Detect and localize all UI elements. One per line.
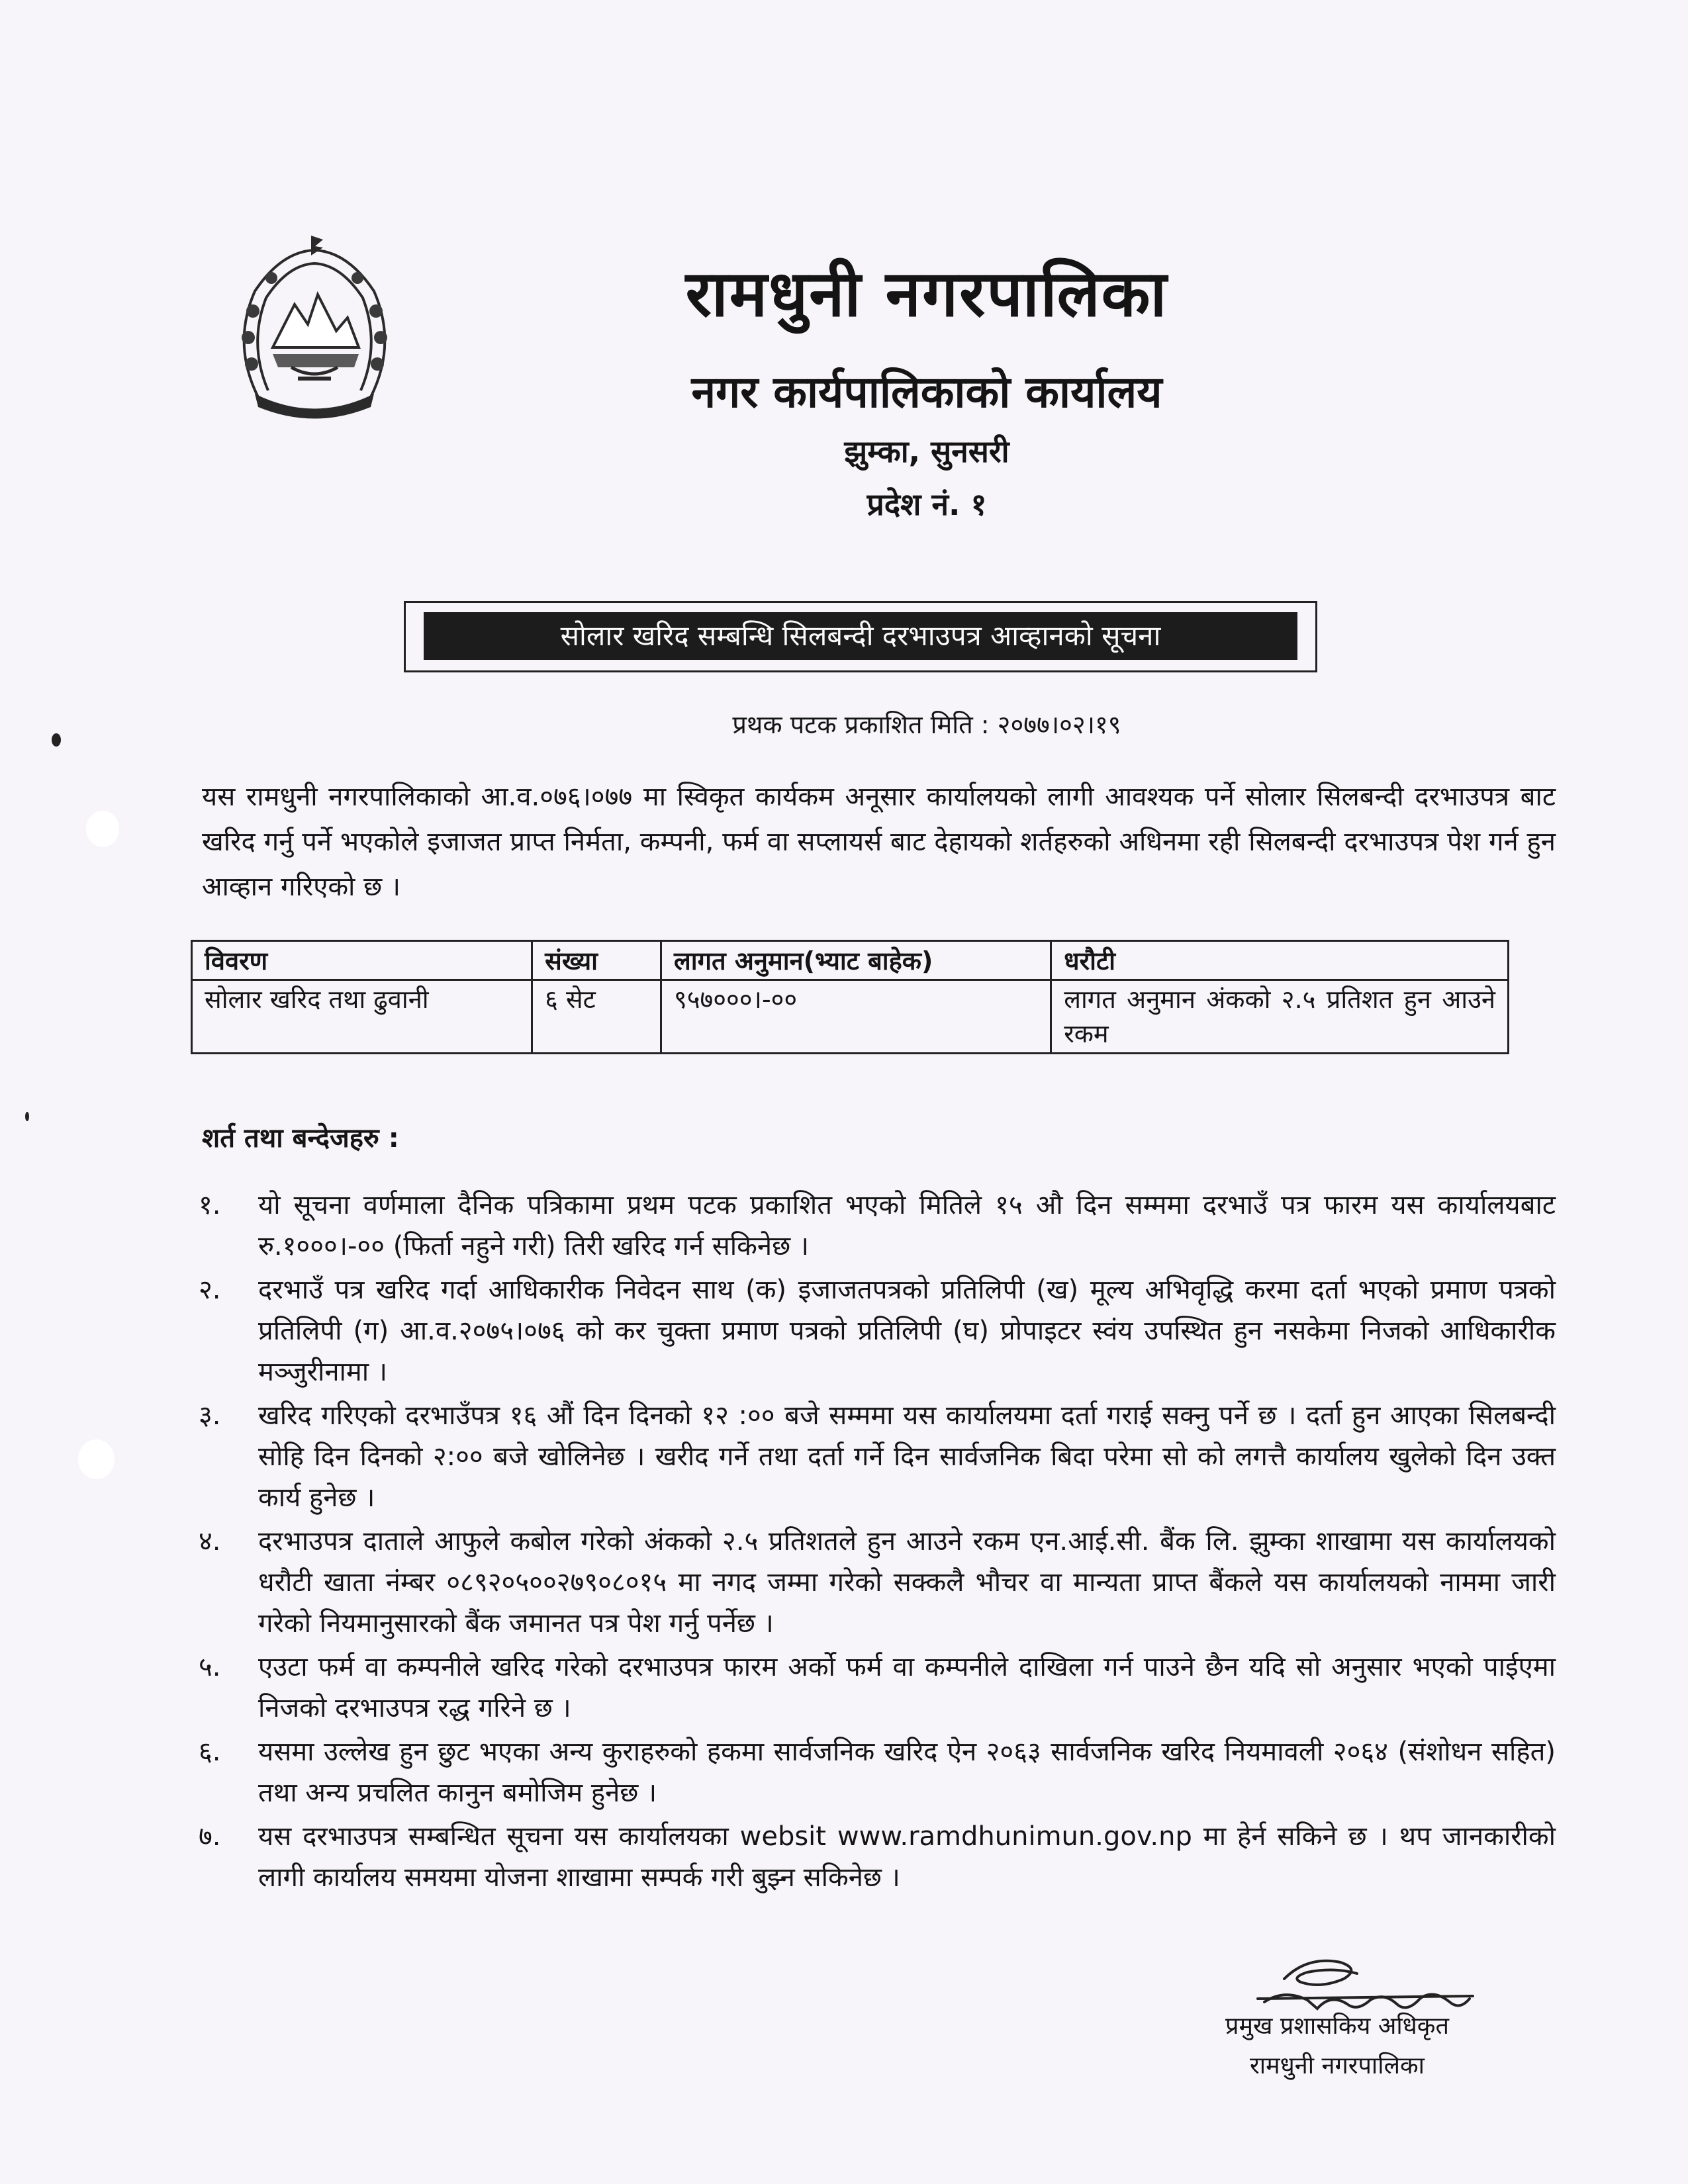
condition-number: २. [199, 1275, 221, 1305]
condition-text: खरिद गरिएको दरभाउँपत्र १६ औं दिन दिनको १२ :०० बजे सम्ममा यस कार्यालयमा दर्ता गराई सक्नु पर्ने छ । दर्ता हुन आएका सिलबन्दी सोहि दिन दिनको २:०० बजे खोलिनेछ । खरीद गर्ने तथा दर्ता गर्ने दिन सार्वजनिक बिदा परेमा सो को लगत्तै कार्यालय खुलेको दिन उक्त कार्य हुनेछ । [258, 1400, 1556, 1513]
condition-text: यसमा उल्लेख हुन छुट भएका अन्य कुराहरुको हकमा सार्वजनिक खरिद ऐन २०६३ सार्वजनिक खरिद नियमावली २०६४ (संशोधन सहित) तथा अन्य प्रचलित कानुन बमोजिम हुनेछ । [258, 1737, 1556, 1808]
condition-number: ५. [199, 1652, 221, 1682]
table-cell: ९५७०००।-०० [661, 980, 1051, 1054]
intro-paragraph: यस रामधुनी नगरपालिकाको आ.व.०७६।०७७ मा स्विकृत कार्यकम अनूसार कार्यालयको लागी आवश्यक पर्ने सोलार सिलबन्दी दरभाउपत्र बाट खरिद गर्नु पर्ने भएकोले इजाजत प्राप्त निर्मता, कम्पनी, फर्म वा सप्लायर्स बाट देहायको शर्तहरुको अधिनमा रही सिलबन्दी दरभाउपत्र पेश गर्न हुन आव्हान गरिएको छ । [202, 782, 1556, 902]
condition-item [192, 1647, 1556, 1729]
office-address: झुम्का, सुनसरी [844, 433, 1009, 469]
province-number: प्रदेश नं. १ [867, 486, 987, 522]
condition-number: ६. [199, 1737, 221, 1767]
table-cell: सोलार खरिद तथा ढुवानी [192, 980, 532, 1054]
condition-item [192, 1521, 1556, 1644]
condition-item [192, 1269, 1556, 1392]
table-header-row [192, 941, 1509, 980]
condition-number: १. [199, 1190, 221, 1220]
table-header-cell: संख्या [532, 941, 661, 980]
conditions-heading: शर्त तथा बन्देजहरु : [202, 1123, 399, 1154]
condition-number: ३. [199, 1400, 221, 1431]
condition-text: यस दरभाउपत्र सम्बन्धित सूचना यस कार्यालयका websit www.ramdhunimun.gov.np मा हेर्न सकिने छ । थप जानकारीको लागी कार्यालय समयमा योजना शाखामा सम्पर्क गरी बुझ्न सकिनेछ । [258, 1821, 1556, 1893]
table-cell: लागत अनुमान अंकको २.५ प्रतिशत हुन आउने रकम [1051, 980, 1509, 1054]
publication-date: प्रथक पटक प्रकाशित मिति : २०७७।०२।१९ [732, 710, 1121, 739]
signatory-office: रामधुनी नगरपालिका [1250, 2052, 1425, 2079]
condition-number: ७. [199, 1821, 221, 1852]
scan-mark [52, 733, 61, 747]
bid-details-table [191, 940, 1509, 1054]
conditions-list [192, 1185, 1556, 1901]
condition-item [192, 1395, 1556, 1518]
condition-text: यो सूचना वर्णमाला दैनिक पत्रिकामा प्रथम पटक प्रकाशित भएको मितिले १५ औ दिन सम्ममा दरभाउँ पत्र फारम यस कार्यालयबाट रु.१०००।-०० (फिर्ता नहुने गरी) तिरी खरिद गर्न सकिनेछ । [258, 1190, 1556, 1261]
table-header-cell: लागत अनुमान(भ्याट बाहेक) [661, 941, 1051, 980]
scan-mark [25, 1112, 29, 1121]
table-header-cell: धरौटी [1051, 941, 1509, 980]
condition-number: ४. [199, 1526, 221, 1557]
condition-item [192, 1816, 1556, 1898]
condition-text: दरभाउँ पत्र खरिद गर्दा आधिकारीक निवेदन साथ (क) इजाजतपत्रको प्रतिलिपी (ख) मूल्य अभिवृद्धि करमा दर्ता भएको प्रमाण पत्रको प्रतिलिपी (ग) आ.व.२०७५।०७६ को कर चुक्ता प्रमाण पत्रको प्रतिलिपी (घ) प्रोपाइटर स्वंय उपस्थित हुन नसकेमा निजको आधिकारीक मञ्जुरीनामा । [258, 1275, 1556, 1387]
condition-item [192, 1185, 1556, 1267]
office-name: नगर कार्यपालिकाको कार्यालय [691, 367, 1162, 418]
punch-hole [86, 811, 119, 847]
table-row [192, 980, 1509, 1054]
notice-title: सोलार खरिद सम्बन्धि सिलबन्दी दरभाउपत्र आव्हानको सूचना [424, 612, 1297, 660]
punch-hole [78, 1439, 115, 1479]
condition-text: दरभाउपत्र दाताले आफुले कबोल गरेको अंकको २.५ प्रतिशतले हुन आउने रकम एन.आई.सी. बैंक लि. झुम्का शाखामा यस कार्यालयको धरौटी खाता नंम्बर ०८९२०५००२७९०८०१५ मा नगद जम्मा गरेको सक्कलै भौचर वा मान्यता प्राप्त बैंकले यस कार्यालयको नाममा जारी गरेको नियमानुसारको बैंक जमानत पत्र पेश गर्नु पर्नेछ । [258, 1526, 1556, 1639]
municipality-name: रामधुनी नगरपालिका [685, 257, 1168, 331]
table-header-cell: विवरण [192, 941, 532, 980]
condition-item [192, 1731, 1556, 1813]
nepal-government-emblem-icon [218, 232, 410, 424]
signatory-title: प्रमुख प्रशासकिय अधिकृत [1225, 2013, 1449, 2040]
condition-text: एउटा फर्म वा कम्पनीले खरिद गरेको दरभाउपत्र फारम अर्को फर्म वा कम्पनीले दाखिला गर्न पाउने छैन यदि सो अनुसार भएको पाईएमा निजको दरभाउपत्र रद्ध गरिने छ । [258, 1652, 1556, 1723]
table-cell: ६ सेट [532, 980, 661, 1054]
